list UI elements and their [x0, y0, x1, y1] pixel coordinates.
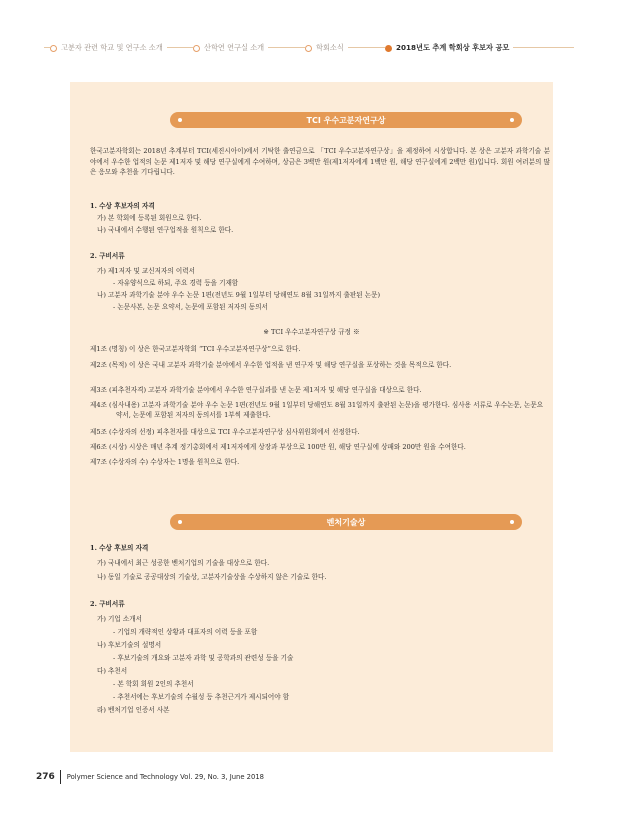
section-title: 벤처기술상	[326, 517, 366, 527]
venture-document-item: 라) 벤처기업 인증서 사본	[97, 706, 170, 714]
venture-documents-heading: 2. 구비서류	[90, 600, 125, 608]
banner-dot-icon	[510, 118, 514, 122]
venture-qualification-heading: 1. 수상 후보의 자격	[90, 544, 149, 552]
rule-article-5: 제5조 (수상자의 선정) 피추천자를 대상으로 TCI 우수고분자연구상 심사위원회에서 선정한다.	[90, 428, 360, 436]
document-item: 나) 고분자 과학기술 분야 우수 논문 1편(전년도 9월 1일부터 당해연도 8월 31일까지 출판된 논문)	[97, 291, 381, 299]
document-subitem: - 자유양식으로 하되, 주요 경력 등을 기재함	[113, 279, 239, 287]
rule-article-3: 제3조 (피추천자격) 고분자 과학기술 분야에서 우수한 연구실과를 낸 논문 제1저자 및 해당 연구실을 대상으로 한다.	[90, 386, 422, 394]
document-item: 가) 제1저자 및 교신저자의 이력서	[97, 267, 195, 275]
nav-item-label: 2018년도 추계 학회상 후보자 공모	[396, 43, 510, 52]
page-number: 276	[36, 772, 55, 782]
venture-document-subitem: - 본 학회 회원 2인의 추천서	[113, 680, 194, 688]
rule-article-2: 제2조 (목적) 이 상은 국내 고분자 과학기술 분야에서 우수한 업적을 낸 연구자 및 해당 연구실을 포상하는 것을 목적으로 한다.	[90, 361, 452, 369]
venture-document-subitem: - 후보기술의 개요와 고분자 과학 및 공학과의 관련성 등을 기술	[113, 654, 294, 662]
banner-dot-icon	[178, 520, 182, 524]
documents-heading: 2. 구비서류	[90, 252, 125, 260]
venture-qualification-item: 가) 국내에서 최근 성공한 벤처기업의 기술을 대상으로 한다.	[97, 559, 270, 567]
nav-bullet-icon	[385, 45, 392, 52]
venture-qualification-item: 나) 동일 기술로 공공대상의 기술상, 고분자기술상을 수상하지 않은 기술로 한다.	[97, 573, 327, 581]
journal-citation: Polymer Science and Technology Vol. 29, No. 3, June 2018	[66, 773, 264, 781]
section-banner-venture	[170, 514, 522, 530]
nav-item-award-call[interactable]	[385, 41, 513, 55]
nav-bullet-icon	[193, 45, 200, 52]
document-subitem: - 논문사본, 논문 요약서, 논문에 포함된 저자의 동의서	[113, 303, 268, 311]
rule-article-4: 제4조 (심사내용) 고분자 과학기술 분야 우수 논문 1편(전년도 9월 1일부터 당해연도 8월 31일까지 출판된 논문)을 평가한다. 심사용 서류로 우수논문, 논문요약서, 논문에 포함된 저자의 동의서를 1부씩 제출한다.	[90, 401, 544, 419]
qualification-item: 나) 국내에서 수행된 연구업적을 원칙으로 한다.	[97, 226, 234, 234]
section-title: TCI 우수고분자연구상	[306, 115, 386, 125]
intro-paragraph: 한국고분자학회는 2018년 추계부터 TCI(세진시아이)에서 기탁한 출연금으로 「TCI 우수고분자연구상」을 제정하여 시상합니다. 본 상은 고분자 과학기술 분야에서 우수한 업적의 논문 제1저자 및 해당 연구실에게 수여하며, 상금은 3백만 원(제1저자에게 1백만 원, 해당 연구실에게 2백만 원)입니다. 회원 여러분의 많은 응모와 추천을 기다립니다.	[90, 147, 550, 176]
nav-item-lab-intro[interactable]	[193, 41, 268, 55]
venture-document-item: 가) 기업 소개서	[97, 615, 142, 623]
venture-document-item: 나) 후보기술의 설명서	[97, 641, 162, 649]
banner-dot-icon	[510, 520, 514, 524]
rule-article-7: 제7조 (수상자의 수) 수상자는 1명을 원칙으로 한다.	[90, 458, 240, 466]
footer-divider	[60, 770, 61, 784]
banner-dot-icon	[178, 118, 182, 122]
nav-item-school-intro[interactable]	[50, 41, 167, 55]
venture-document-subitem: - 기업의 개략적인 상황과 대표자의 이력 등을 포함	[113, 628, 258, 636]
page-footer	[36, 770, 264, 784]
nav-item-label: 학회소식	[316, 43, 344, 52]
top-navigation	[0, 0, 622, 70]
nav-bullet-icon	[305, 45, 312, 52]
venture-document-item: 다) 추천서	[97, 667, 128, 675]
nav-bullet-icon	[50, 45, 57, 52]
nav-item-label: 고분자 관련 학교 및 연구소 소개	[61, 43, 163, 52]
rules-title: ※ TCI 우수고분자연구상 규정 ※	[263, 328, 360, 336]
qualification-item: 가) 본 학회에 등록된 회원으로 한다.	[97, 214, 202, 222]
nav-item-society-news[interactable]	[305, 41, 348, 55]
venture-document-subitem: - 추천서에는 후보기술의 수월성 등 추천근거가 제시되어야 함	[113, 693, 290, 701]
rule-article-6: 제6조 (시상) 시상은 매년 추계 정기총회에서 제1저자에게 상장과 부상으로 100만 원, 해당 연구실에 상패와 200만 원을 수여한다.	[90, 443, 466, 451]
rule-article-1: 제1조 (명칭) 이 상은 한국고분자학회 “TCI 우수고분자연구상”으로 한다.	[90, 345, 301, 353]
nav-item-label: 산학연 연구실 소개	[204, 43, 265, 52]
qualification-heading: 1. 수상 후보자의 자격	[90, 202, 155, 210]
section-banner-tci	[170, 112, 522, 128]
